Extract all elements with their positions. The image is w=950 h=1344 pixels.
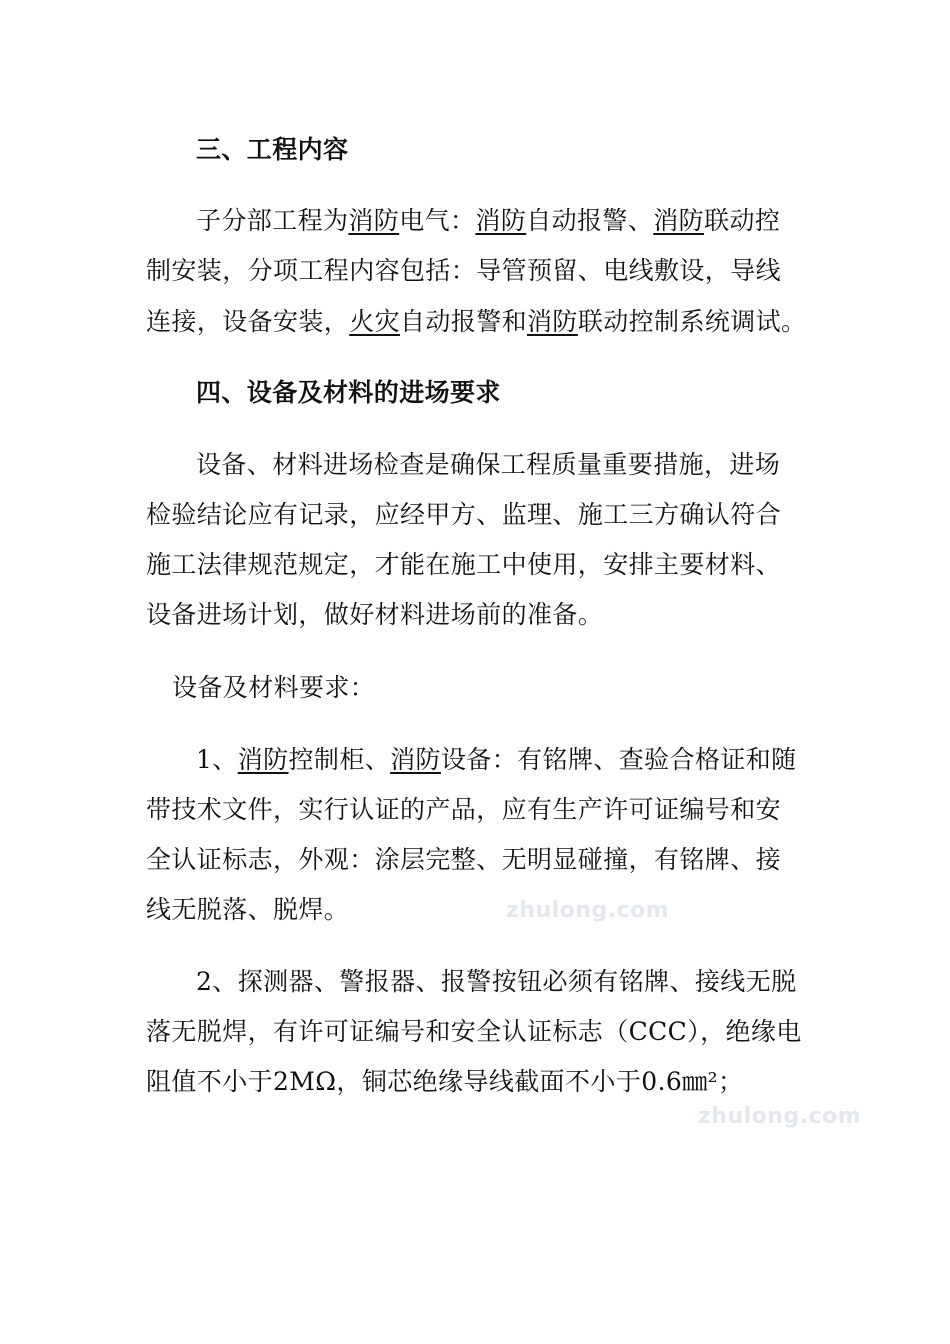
section-3-title: 三、工程内容: [196, 135, 349, 164]
underlined-term: 消防: [237, 745, 289, 774]
watermark: zhulong.com: [698, 1104, 862, 1129]
s4-p1-line-3: 施工法律规范规定，才能在施工中使用，安排主要材料、: [146, 550, 782, 579]
item-2-line-3: 阻值不小于2MΩ，铜芯绝缘导线截面不小于0.6㎜²；: [146, 1067, 744, 1096]
text-span: 设备：有铭牌、查验合格证和随: [440, 745, 797, 774]
s3-line-3: [146, 302, 806, 342]
text-span: 自动报警和: [400, 307, 528, 336]
underlined-term: 消防: [527, 307, 578, 336]
s4-p2: 设备及材料要求：: [172, 673, 376, 702]
s3-line-2: 制安装，分项工程内容包括：导管预留、电线敷设，导线: [146, 256, 782, 285]
text-span: 控制柜、: [288, 745, 391, 774]
underlined-term: 消防: [653, 206, 705, 235]
s3-line-1: [196, 201, 780, 241]
text-span: 子分部工程为: [196, 206, 349, 235]
text-span: 联动控制系统调试。: [577, 307, 807, 336]
text-span: 连接，设备安装，: [146, 307, 350, 336]
item-1-line-1: [196, 740, 797, 780]
section-4-title: 四、设备及材料的进场要求: [196, 378, 501, 407]
text-span: 电气：: [399, 206, 476, 235]
s4-p1-line-1: 设备、材料进场检查是确保工程质量重要措施，进场: [196, 450, 781, 479]
item-2-line-2: 落无脱焊，有许可证编号和安全认证标志（CCC），绝缘电: [146, 1017, 802, 1046]
underlined-term: 消防: [390, 745, 441, 774]
item-1-line-3: 全认证标志，外观：涂层完整、无明显碰撞，有铭牌、接: [146, 845, 782, 874]
text-span: 1、: [196, 745, 238, 774]
watermark: zhulong.com: [506, 898, 670, 923]
underlined-term: 火灾: [349, 307, 401, 336]
item-1-line-4: 线无脱落、脱焊。: [146, 895, 350, 924]
item-1-line-2: 带技术文件，实行认证的产品，应有生产许可证编号和安: [146, 795, 782, 824]
text-span: 自动报警、: [526, 206, 654, 235]
underlined-term: 消防: [348, 206, 400, 235]
item-2-line-1: 2、探测器、警报器、报警按钮必须有铭牌、接线无脱: [196, 967, 797, 996]
underlined-term: 消防: [475, 206, 527, 235]
text-span: 联动控: [704, 206, 781, 235]
s4-p1-line-4: 设备进场计划，做好材料进场前的准备。: [146, 600, 604, 629]
s4-p1-line-2: 检验结论应有记录，应经甲方、监理、施工三方确认符合: [146, 500, 782, 529]
